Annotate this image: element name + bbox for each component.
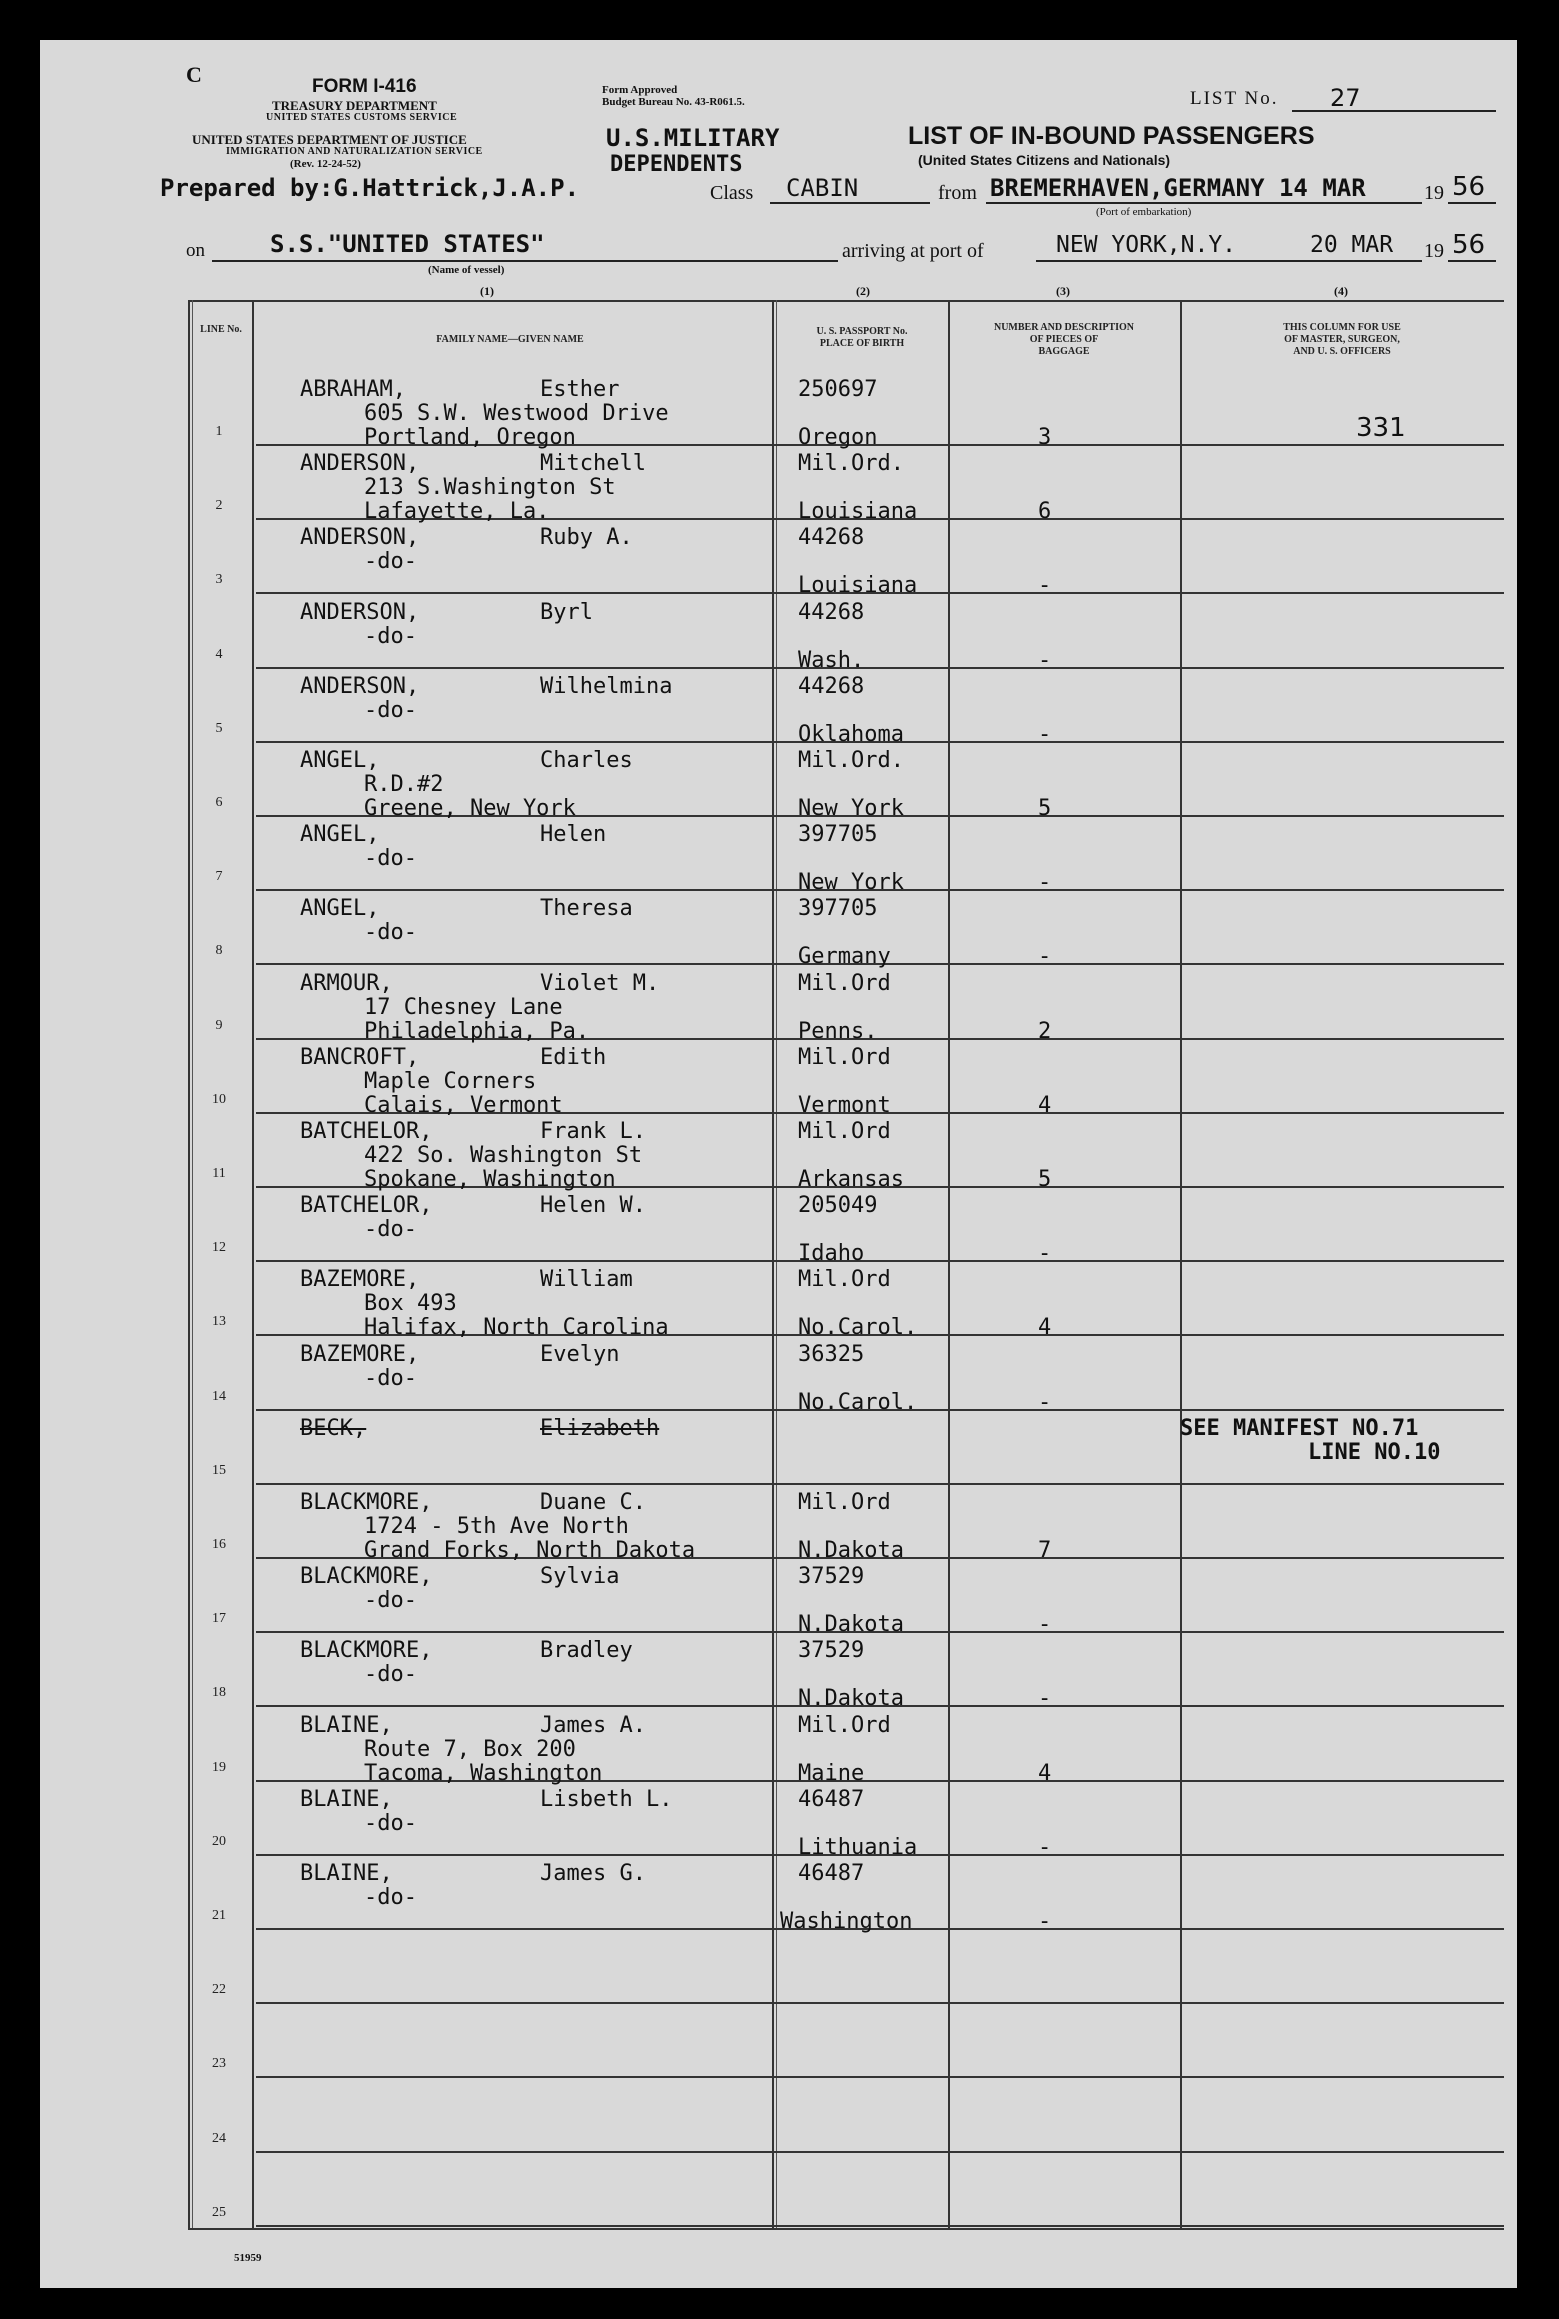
family-name: BLAINE,	[300, 1861, 393, 1886]
from-year-prefix: 19	[1424, 182, 1444, 204]
given-name: Helen	[540, 822, 607, 848]
baggage-count: 6	[1038, 499, 1052, 525]
baggage-count: -	[1038, 573, 1052, 599]
line-number: 7	[215, 869, 223, 885]
baggage-count: -	[1038, 1834, 1052, 1860]
place-of-birth: No.Carol.	[798, 1389, 918, 1415]
family-name: BLACKMORE,	[300, 1490, 433, 1515]
given-name: James G.	[540, 1861, 646, 1886]
baggage-count: -	[1038, 1686, 1052, 1712]
place-of-birth: N.Dakota	[798, 1612, 904, 1638]
arrival-port: NEW YORK,N.Y.	[1056, 232, 1237, 258]
given-name: Elizabeth	[540, 1415, 660, 1441]
officer-number: 331	[1356, 413, 1406, 443]
address-line-1: -do-	[364, 1810, 417, 1836]
line-number: 5	[215, 720, 223, 736]
given-name: Wilhelmina	[540, 673, 673, 699]
given-name: Lisbeth L.	[540, 1786, 673, 1812]
given-name: Violet M.	[540, 970, 660, 996]
address-line-2: Lafayette, La.	[364, 499, 550, 525]
address-line-2: Calais, Vermont	[364, 1092, 563, 1118]
family-name: ANDERSON,	[300, 525, 420, 551]
on-label: on	[186, 240, 205, 261]
officer-note-line: LINE NO.10	[1308, 1439, 1441, 1465]
family-name: ANDERSON,	[300, 451, 420, 477]
baggage-count: -	[1038, 1241, 1052, 1267]
passport-number: 44268	[798, 673, 865, 699]
line-number: 18	[212, 1685, 226, 1701]
place-of-birth: No.Carol.	[798, 1315, 918, 1341]
place-of-birth: Wash.	[798, 647, 865, 673]
family-name: ANDERSON,	[300, 599, 420, 625]
given-name: Esther	[540, 377, 620, 402]
address-line-1: -do-	[364, 920, 417, 946]
line-number: 12	[212, 1240, 226, 1256]
col-header-baggage: NUMBER AND DESCRIPTION OF PIECES OF BAGGAGE	[993, 322, 1134, 357]
given-name: Sylvia	[540, 1564, 620, 1590]
given-name: Ruby A.	[540, 525, 633, 551]
budget-bureau: Budget Bureau No. 43-R061.5.	[602, 96, 745, 108]
form-subtitle: (United States Citizens and Nationals)	[918, 152, 1171, 168]
address-line-1: 1724 - 5th Ave North	[364, 1514, 629, 1539]
prepared-by: Prepared by:G.Hattrick,J.A.P.	[160, 174, 580, 202]
family-name: BATCHELOR,	[300, 1193, 433, 1219]
given-name: William	[540, 1267, 633, 1293]
given-name: Byrl	[540, 599, 593, 625]
line-number: 23	[212, 2056, 226, 2072]
family-name: BLAINE,	[300, 1786, 393, 1812]
place-of-birth: Idaho	[798, 1241, 865, 1267]
given-name: Bradley	[540, 1638, 633, 1664]
line-number: 13	[212, 1314, 226, 1330]
line-number: 17	[212, 1611, 226, 1627]
line-number: 1	[215, 424, 223, 439]
place-of-birth: Germany	[798, 944, 891, 970]
passport-number: 44268	[798, 599, 865, 625]
given-name: Edith	[540, 1044, 607, 1070]
family-name: ANGEL,	[300, 896, 380, 922]
col-num-3: (3)	[1056, 284, 1070, 298]
address-line-2: Tacoma, Washington	[364, 1760, 603, 1786]
officer-note: SEE MANIFEST NO.71	[1180, 1415, 1419, 1441]
list-number-value: 27	[1330, 84, 1361, 112]
baggage-count: -	[1038, 944, 1052, 970]
address-line-1: -do-	[364, 549, 417, 575]
place-of-birth: Arkansas	[798, 1167, 904, 1192]
given-name: Evelyn	[540, 1341, 620, 1367]
arriving-label: arriving at port of	[842, 240, 984, 262]
address-line-1: 605 S.W. Westwood Drive	[364, 401, 669, 426]
family-name: BAZEMORE,	[300, 1267, 420, 1293]
baggage-count: 5	[1038, 1167, 1052, 1192]
vessel-caption: (Name of vessel)	[428, 264, 505, 276]
place-of-birth: N.Dakota	[798, 1538, 904, 1563]
line-number: 2	[215, 498, 223, 514]
form-approved: Form Approved	[602, 84, 678, 96]
address-line-1: -do-	[364, 846, 417, 872]
revision: (Rev. 12-24-52)	[290, 158, 361, 170]
line-number: 16	[212, 1537, 226, 1552]
baggage-count: -	[1038, 647, 1052, 673]
dependents-label: DEPENDENTS	[610, 152, 743, 177]
given-name: Frank L.	[540, 1119, 646, 1144]
line-number: 8	[215, 943, 223, 959]
address-line-1: -do-	[364, 1588, 417, 1614]
place-of-birth: Louisiana	[798, 499, 918, 525]
military-label: U.S.MILITARY	[606, 124, 780, 152]
dept-name: TREASURY DEPARTMENT	[272, 98, 437, 113]
passport-number: Mil.Ord	[798, 1490, 891, 1515]
passport-number: Mil.Ord	[798, 1712, 891, 1738]
col-header-passport: U. S. PASSPORT No. PLACE OF BIRTH	[816, 326, 908, 349]
print-code: 51959	[234, 2252, 262, 2264]
address-line-1: -do-	[364, 623, 417, 649]
line-number: 25	[212, 2204, 226, 2220]
line-number: 6	[215, 795, 223, 810]
baggage-count: -	[1038, 1612, 1052, 1638]
address-line-1: -do-	[364, 697, 417, 723]
line-number: 9	[215, 1017, 223, 1033]
given-name: Duane C.	[540, 1490, 646, 1515]
line-number: 4	[215, 646, 223, 662]
place-of-birth: Oregon	[798, 425, 878, 450]
place-of-birth: Vermont	[798, 1092, 891, 1118]
baggage-count: 4	[1038, 1760, 1052, 1786]
place-of-birth: N.Dakota	[798, 1686, 904, 1712]
arrival-date: 20 MAR	[1310, 232, 1394, 258]
col-num-4: (4)	[1334, 284, 1348, 298]
address-line-1: -do-	[364, 1885, 417, 1910]
passport-number: 37529	[798, 1564, 865, 1590]
family-name: BATCHELOR,	[300, 1119, 433, 1144]
baggage-count: 4	[1038, 1315, 1052, 1341]
place-of-birth: Oklahoma	[798, 721, 904, 747]
line-number: 21	[212, 1908, 226, 1923]
address-line-2: Grand Forks, North Dakota	[364, 1538, 696, 1563]
manifest-page	[40, 40, 1517, 2288]
from-year: 56	[1452, 172, 1486, 202]
family-name: ANGEL,	[300, 822, 380, 848]
address-line-1: Box 493	[364, 1291, 457, 1317]
address-line-1: Maple Corners	[364, 1068, 537, 1094]
baggage-count: 2	[1038, 1018, 1052, 1044]
given-name: Charles	[540, 748, 633, 773]
arrival-year-prefix: 19	[1424, 240, 1444, 262]
family-name: BLACKMORE,	[300, 1638, 433, 1664]
address-line-1: -do-	[364, 1217, 417, 1243]
passport-number: Mil.Ord	[798, 1267, 891, 1293]
address-line-1: R.D.#2	[364, 772, 444, 797]
family-name: ANDERSON,	[300, 673, 420, 699]
family-name: BLACKMORE,	[300, 1564, 433, 1590]
class-label: Class	[710, 182, 754, 204]
corner-mark: C	[186, 62, 202, 87]
given-name: Theresa	[540, 896, 633, 922]
place-of-birth: Maine	[798, 1760, 865, 1786]
address-line-2: Spokane, Washington	[364, 1167, 616, 1192]
passport-number: 44268	[798, 525, 865, 551]
address-line-2: Greene, New York	[364, 796, 576, 821]
address-line-2: Portland, Oregon	[364, 425, 576, 450]
place-of-birth: New York	[798, 796, 904, 821]
address-line-1: 17 Chesney Lane	[364, 994, 563, 1020]
given-name: James A.	[540, 1712, 646, 1738]
passport-number: 205049	[798, 1193, 878, 1219]
passport-number: Mil.Ord.	[798, 748, 904, 773]
passport-number: 46487	[798, 1861, 865, 1886]
passport-number: 250697	[798, 377, 878, 402]
baggage-count: 3	[1038, 425, 1052, 450]
col-header-line-no: LINE No.	[200, 324, 242, 335]
passport-number: 397705	[798, 896, 878, 922]
baggage-count: 4	[1038, 1092, 1052, 1118]
passport-number: Mil.Ord	[798, 970, 891, 996]
address-line-1: Route 7, Box 200	[364, 1736, 576, 1762]
passport-number: 46487	[798, 1786, 865, 1812]
given-name: Helen W.	[540, 1193, 646, 1219]
address-line-1: -do-	[364, 1365, 417, 1391]
vessel-name: S.S."UNITED STATES"	[270, 230, 545, 258]
port-embark-caption: (Port of embarkation)	[1096, 206, 1192, 218]
place-of-birth: New York	[798, 870, 904, 896]
baggage-count: 7	[1038, 1538, 1052, 1563]
baggage-count: -	[1038, 1909, 1052, 1934]
address-line-2: Halifax, North Carolina	[364, 1315, 669, 1341]
line-number: 15	[212, 1462, 226, 1478]
passport-number: Mil.Ord	[798, 1119, 891, 1144]
passport-number: 37529	[798, 1638, 865, 1664]
given-name: Mitchell	[540, 451, 646, 477]
passport-number: Mil.Ord.	[798, 451, 904, 477]
line-number: 14	[212, 1388, 226, 1404]
arrival-year: 56	[1452, 230, 1486, 260]
baggage-count: -	[1038, 1389, 1052, 1415]
passport-number: Mil.Ord	[798, 1044, 891, 1070]
address-line-1: -do-	[364, 1662, 417, 1688]
service-name: UNITED STATES CUSTOMS SERVICE	[266, 112, 458, 123]
passport-number: 36325	[798, 1341, 865, 1367]
family-name: BECK,	[300, 1415, 367, 1441]
passport-number: 397705	[798, 822, 878, 848]
line-number: 20	[212, 1833, 226, 1849]
col-num-2: (2)	[856, 284, 870, 298]
line-number: 3	[215, 572, 223, 588]
class-value: CABIN	[786, 174, 859, 202]
baggage-count: -	[1038, 721, 1052, 747]
address-line-2: Philadelphia, Pa.	[364, 1018, 590, 1044]
embark-port: BREMERHAVEN,GERMANY 14 MAR	[990, 174, 1366, 202]
ins-name: IMMIGRATION AND NATURALIZATION SERVICE	[226, 146, 483, 157]
baggage-count: -	[1038, 870, 1052, 896]
place-of-birth: Lithuania	[798, 1834, 918, 1860]
dept-justice: UNITED STATES DEPARTMENT OF JUSTICE	[192, 132, 467, 147]
from-label: from	[938, 182, 977, 204]
form-title: LIST OF IN-BOUND PASSENGERS	[908, 122, 1315, 150]
line-number: 11	[212, 1166, 226, 1181]
address-line-1: 213 S.Washington St	[364, 475, 616, 501]
col-header-officers: THIS COLUMN FOR USE OF MASTER, SURGEON, AND U. S. OFFICERS	[1283, 322, 1401, 357]
line-number: 24	[212, 2130, 226, 2146]
place-of-birth: Washington	[780, 1909, 913, 1934]
col-header-name: FAMILY NAME—GIVEN NAME	[436, 334, 584, 345]
list-number-label: LIST No.	[1190, 88, 1279, 109]
family-name: ARMOUR,	[300, 970, 393, 996]
col-num-1: (1)	[480, 284, 494, 298]
line-number: 22	[212, 1982, 226, 1998]
family-name: BLAINE,	[300, 1712, 393, 1738]
form-number: FORM I-416	[312, 76, 417, 97]
place-of-birth: Penns.	[798, 1018, 878, 1044]
line-number: 19	[212, 1759, 226, 1775]
line-number: 10	[212, 1091, 226, 1107]
place-of-birth: Louisiana	[798, 573, 918, 599]
baggage-count: 5	[1038, 796, 1052, 821]
family-name: ANGEL,	[300, 748, 380, 773]
family-name: BANCROFT,	[300, 1044, 420, 1070]
family-name: BAZEMORE,	[300, 1341, 420, 1367]
address-line-1: 422 So. Washington St	[364, 1143, 643, 1168]
family-name: ABRAHAM,	[300, 377, 406, 402]
